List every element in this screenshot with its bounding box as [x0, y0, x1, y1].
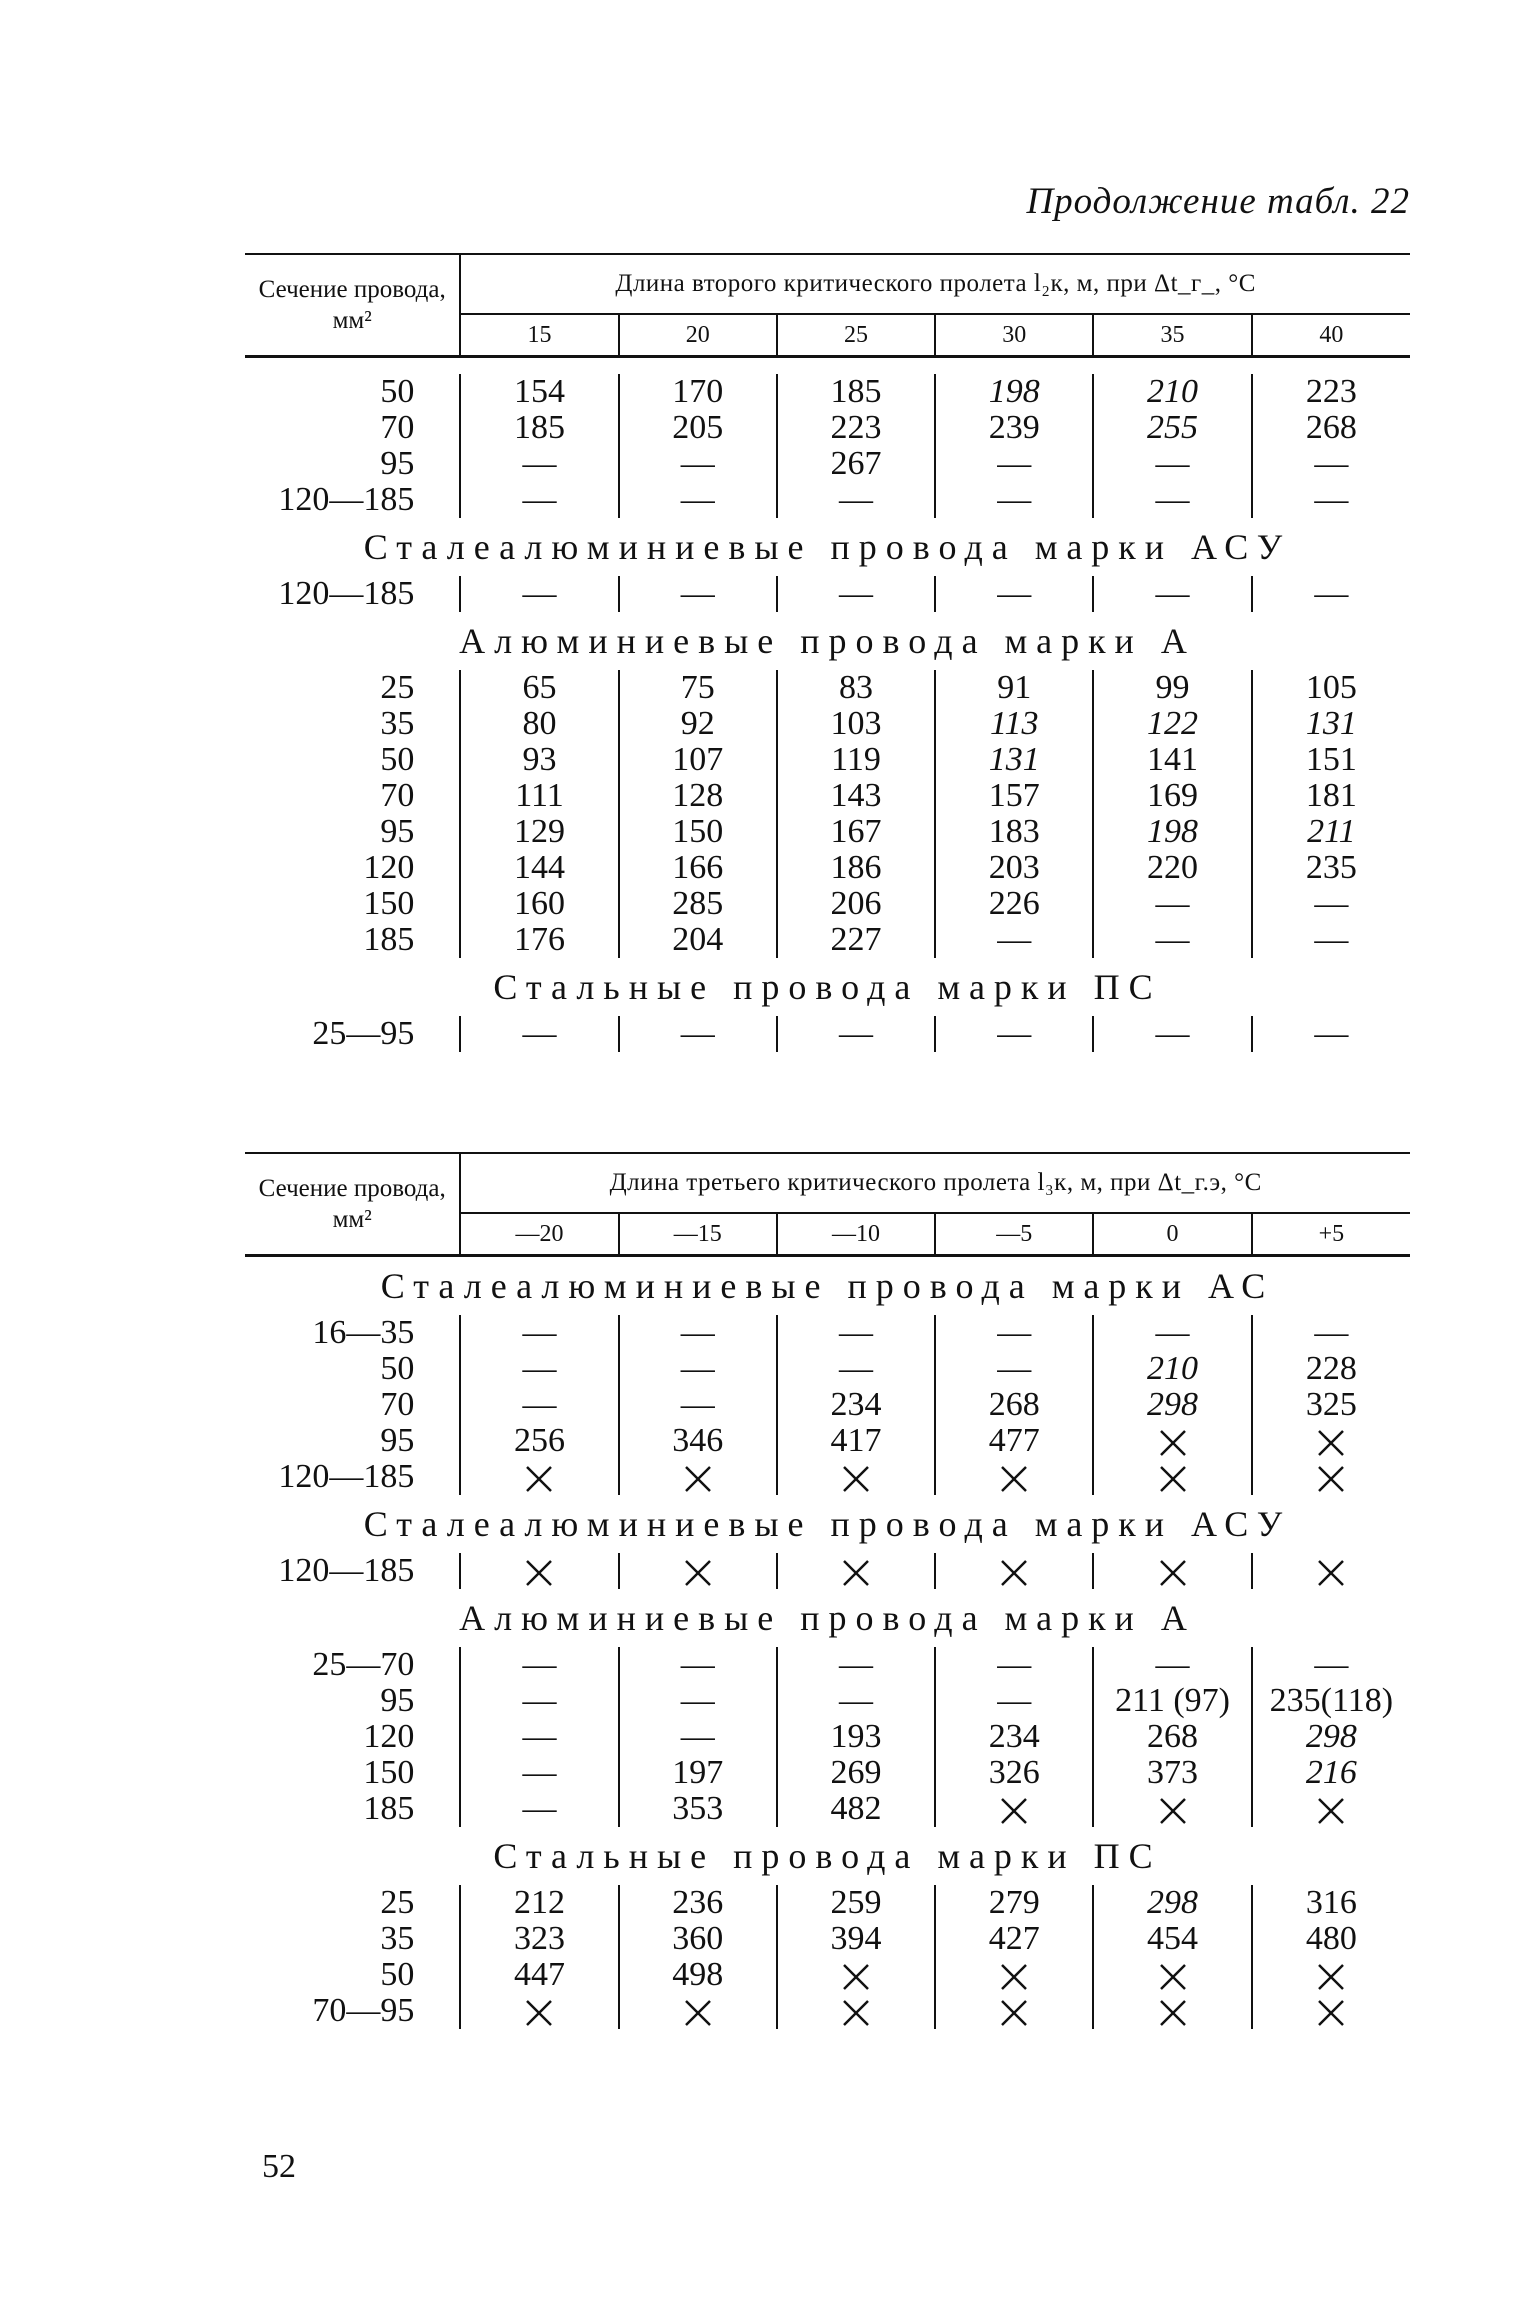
- table-cell: 75: [619, 670, 777, 706]
- table-cell: 353: [619, 1791, 777, 1827]
- page-header: Продолжение табл. 22: [1026, 181, 1410, 222]
- row-label: 185: [363, 1790, 415, 1827]
- group-heading-row: [245, 612, 1410, 670]
- column-header: 25: [777, 314, 935, 357]
- table-cell: —: [1252, 446, 1410, 482]
- row-label: 35: [380, 1920, 415, 1957]
- table-cell: 223: [1252, 374, 1410, 410]
- table-cell: 227: [777, 922, 935, 958]
- cross-icon: [683, 1558, 713, 1588]
- group-title: Сталеалюминиевые провода марки АСУ: [363, 527, 1292, 567]
- table-cell: 111: [460, 778, 618, 814]
- table-cell: —: [619, 1387, 777, 1423]
- table-cell: 447: [460, 1957, 618, 1993]
- table-cell: [935, 1553, 1093, 1589]
- cross-icon: [1158, 1558, 1188, 1588]
- table-row: [245, 742, 1410, 778]
- table-cell: 99: [1093, 670, 1251, 706]
- table-cell: [1093, 1957, 1251, 1993]
- group-title: Алюминиевые провода марки А: [459, 621, 1196, 661]
- table-row: [245, 1423, 1410, 1459]
- row-label: 50: [380, 373, 415, 410]
- table-cell: [460, 1993, 618, 2029]
- table-cell: —: [935, 922, 1093, 958]
- group-heading-row: [245, 1589, 1410, 1647]
- table-cell: 157: [935, 778, 1093, 814]
- table-cell: —: [777, 1315, 935, 1351]
- span-header: Длина второго критического пролета l₂к, м, при Δt_г_, °С: [460, 254, 1410, 314]
- table-cell: 176: [460, 922, 618, 958]
- table-cell: [935, 1459, 1093, 1495]
- table-cell: —: [1093, 1315, 1251, 1351]
- table-cell: 298: [1093, 1885, 1251, 1921]
- table-cell: 154: [460, 374, 618, 410]
- table-cell: 234: [777, 1387, 935, 1423]
- table-cell: 193: [777, 1719, 935, 1755]
- table-cell: 427: [935, 1921, 1093, 1957]
- table-row: [245, 814, 1410, 850]
- group-heading-row: [245, 1256, 1410, 1316]
- table-cell: [1093, 1993, 1251, 2029]
- table-cell: 93: [460, 742, 618, 778]
- table-cell: —: [1252, 1016, 1410, 1052]
- table-cell: 119: [777, 742, 935, 778]
- table-cell: —: [619, 446, 777, 482]
- row-label-header: Сечение провода, мм²: [245, 1153, 460, 1256]
- cross-icon: [841, 1998, 871, 2028]
- row-label: 120: [363, 849, 415, 886]
- table-row: [245, 922, 1410, 958]
- table-cell: 131: [1252, 706, 1410, 742]
- table-cell: —: [777, 576, 935, 612]
- table-cell: 210: [1093, 374, 1251, 410]
- table-cell: 220: [1093, 850, 1251, 886]
- row-label: 185: [363, 921, 415, 958]
- table-row: [245, 778, 1410, 814]
- table-cell: [1093, 1423, 1251, 1459]
- table-cell: 325: [1252, 1387, 1410, 1423]
- table-cell: —: [1093, 886, 1251, 922]
- table-cell: —: [1093, 576, 1251, 612]
- table-cell: 181: [1252, 778, 1410, 814]
- table-cell: [1252, 1553, 1410, 1589]
- row-label: 70: [380, 777, 415, 814]
- cross-icon: [1316, 1464, 1346, 1494]
- table-row: [245, 1957, 1410, 1993]
- table-cell: —: [619, 1683, 777, 1719]
- table-cell: 131: [935, 742, 1093, 778]
- table-cell: [777, 1993, 935, 2029]
- row-label: 150: [363, 1754, 415, 1791]
- table-row: [245, 1921, 1410, 1957]
- column-header: 0: [1093, 1213, 1251, 1256]
- table-row: [245, 1791, 1410, 1827]
- table-cell: —: [1093, 446, 1251, 482]
- table-cell: —: [619, 482, 777, 518]
- cross-icon: [1158, 1796, 1188, 1826]
- table-cell: 185: [777, 374, 935, 410]
- table-cell: 482: [777, 1791, 935, 1827]
- table-cell: 113: [935, 706, 1093, 742]
- group-heading-row: [245, 1827, 1410, 1885]
- table-cell: 160: [460, 886, 618, 922]
- table-cell: —: [777, 1016, 935, 1052]
- table-row: [245, 576, 1410, 612]
- table-cell: 228: [1252, 1351, 1410, 1387]
- table-cell: —: [1093, 482, 1251, 518]
- table-cell: [1093, 1553, 1251, 1589]
- table-cell: 360: [619, 1921, 777, 1957]
- table-cell: 185: [460, 410, 618, 446]
- row-label: 95: [380, 445, 415, 482]
- table-cell: —: [460, 1755, 618, 1791]
- table-cell: —: [935, 1351, 1093, 1387]
- table-cell: 198: [1093, 814, 1251, 850]
- column-header: 15: [460, 314, 618, 357]
- table-cell: —: [460, 1315, 618, 1351]
- cross-icon: [524, 1464, 554, 1494]
- table-cell: [1252, 1791, 1410, 1827]
- table-cell: [777, 1459, 935, 1495]
- table-cell: —: [1252, 1315, 1410, 1351]
- table-cell: 170: [619, 374, 777, 410]
- table-cell: 205: [619, 410, 777, 446]
- column-header: —20: [460, 1213, 618, 1256]
- table-cell: 141: [1093, 742, 1251, 778]
- column-header: 30: [935, 314, 1093, 357]
- table-cell: 203: [935, 850, 1093, 886]
- row-label: 95: [380, 1682, 415, 1719]
- table-cell: —: [1252, 576, 1410, 612]
- critical-span-table-second: [245, 253, 1410, 1052]
- table-cell: —: [1252, 1647, 1410, 1683]
- table-cell: 212: [460, 1885, 618, 1921]
- table-cell: 239: [935, 410, 1093, 446]
- cross-icon: [841, 1464, 871, 1494]
- row-label: 70: [380, 1386, 415, 1423]
- table-cell: [777, 1957, 935, 1993]
- row-label: 50: [380, 1350, 415, 1387]
- cross-icon: [524, 1558, 554, 1588]
- table-row: [245, 1016, 1410, 1052]
- cross-icon: [1158, 1998, 1188, 2028]
- cross-icon: [1316, 1796, 1346, 1826]
- table-cell: —: [460, 1016, 618, 1052]
- cross-icon: [1316, 1962, 1346, 1992]
- table-cell: 107: [619, 742, 777, 778]
- table-cell: 259: [777, 1885, 935, 1921]
- table-cell: —: [619, 1315, 777, 1351]
- table-cell: 143: [777, 778, 935, 814]
- group-title: Алюминиевые провода марки А: [459, 1598, 1196, 1638]
- table-cell: —: [935, 482, 1093, 518]
- table-cell: 223: [777, 410, 935, 446]
- cross-icon: [841, 1558, 871, 1588]
- table-cell: [1252, 1993, 1410, 2029]
- cross-icon: [999, 1962, 1029, 1992]
- cross-icon: [999, 1464, 1029, 1494]
- table-cell: —: [1093, 922, 1251, 958]
- table-cell: 103: [777, 706, 935, 742]
- cross-icon: [1316, 1998, 1346, 2028]
- table-cell: [1252, 1957, 1410, 1993]
- table-cell: —: [460, 1647, 618, 1683]
- table-cell: [935, 1993, 1093, 2029]
- table-row: [245, 1351, 1410, 1387]
- row-label: 95: [380, 813, 415, 850]
- table-row: [245, 1885, 1410, 1921]
- table-row: [245, 374, 1410, 410]
- table-row: [245, 886, 1410, 922]
- table-cell: 326: [935, 1755, 1093, 1791]
- row-label: 50: [380, 1956, 415, 1993]
- column-header: +5: [1252, 1213, 1410, 1256]
- table-cell: —: [460, 446, 618, 482]
- group-title: Стальные провода марки ПС: [493, 967, 1162, 1007]
- table-cell: 210: [1093, 1351, 1251, 1387]
- table-cell: 211 (97): [1093, 1683, 1251, 1719]
- table-cell: [1093, 1791, 1251, 1827]
- table-cell: —: [935, 1647, 1093, 1683]
- table-cell: [1093, 1459, 1251, 1495]
- table-cell: —: [460, 1683, 618, 1719]
- table-cell: 498: [619, 1957, 777, 1993]
- cross-icon: [999, 1796, 1029, 1826]
- table-row: [245, 1553, 1410, 1589]
- table-cell: —: [1252, 886, 1410, 922]
- table-cell: 235: [1252, 850, 1410, 886]
- span-header: Длина третьего критического пролета l₃к, м, при Δt_г.э, °С: [460, 1153, 1410, 1213]
- group-title: Стальные провода марки ПС: [493, 1836, 1162, 1876]
- table-cell: 285: [619, 886, 777, 922]
- table-cell: 235(118): [1252, 1683, 1410, 1719]
- table-cell: —: [619, 1647, 777, 1683]
- cross-icon: [1316, 1558, 1346, 1588]
- row-label: 120: [363, 1718, 415, 1755]
- table-cell: 268: [1093, 1719, 1251, 1755]
- table-cell: 267: [777, 446, 935, 482]
- group-heading-row: [245, 1495, 1410, 1553]
- row-label: 25: [380, 1884, 415, 1921]
- table-cell: 183: [935, 814, 1093, 850]
- table-cell: —: [777, 1351, 935, 1387]
- table-cell: 166: [619, 850, 777, 886]
- column-header: —15: [619, 1213, 777, 1256]
- group-title: Сталеалюминиевые провода марки АСУ: [363, 1504, 1292, 1544]
- table-cell: 268: [935, 1387, 1093, 1423]
- cross-icon: [524, 1998, 554, 2028]
- cross-icon: [999, 1558, 1029, 1588]
- column-header: —10: [777, 1213, 935, 1256]
- table-cell: —: [460, 1719, 618, 1755]
- table-cell: —: [777, 1647, 935, 1683]
- row-label: 95: [380, 1422, 415, 1459]
- table-cell: 206: [777, 886, 935, 922]
- table-cell: —: [1252, 482, 1410, 518]
- row-label: 35: [380, 705, 415, 742]
- row-label: 25—95: [312, 1015, 415, 1052]
- row-label: 120—185: [278, 575, 415, 612]
- table-row: [245, 670, 1410, 706]
- table-cell: 279: [935, 1885, 1093, 1921]
- cross-icon: [999, 1998, 1029, 2028]
- table-row: [245, 1755, 1410, 1791]
- table-cell: 129: [460, 814, 618, 850]
- table-cell: 169: [1093, 778, 1251, 814]
- spacer-row: [245, 357, 1410, 375]
- table-cell: —: [460, 576, 618, 612]
- group-heading-row: [245, 518, 1410, 576]
- table-cell: —: [460, 1791, 618, 1827]
- table-row: [245, 706, 1410, 742]
- table-cell: [619, 1993, 777, 2029]
- cross-icon: [1158, 1428, 1188, 1458]
- row-label-header: Сечение провода, мм²: [245, 254, 460, 357]
- table-cell: 316: [1252, 1885, 1410, 1921]
- table-cell: 144: [460, 850, 618, 886]
- table-cell: 150: [619, 814, 777, 850]
- row-label: 70—95: [312, 1992, 415, 2029]
- table-cell: 83: [777, 670, 935, 706]
- table-row: [245, 1315, 1410, 1351]
- table-row: [245, 1459, 1410, 1495]
- group-heading-row: [245, 958, 1410, 1016]
- table-cell: 269: [777, 1755, 935, 1791]
- table-row: [245, 1647, 1410, 1683]
- table-row: [245, 482, 1410, 518]
- table-cell: 122: [1093, 706, 1251, 742]
- cross-icon: [841, 1962, 871, 1992]
- table-cell: 128: [619, 778, 777, 814]
- table-cell: —: [1093, 1647, 1251, 1683]
- table-cell: 105: [1252, 670, 1410, 706]
- row-label: 120—185: [278, 1552, 415, 1589]
- table-cell: —: [619, 1351, 777, 1387]
- cross-icon: [1158, 1464, 1188, 1494]
- row-label: 120—185: [278, 481, 415, 518]
- table-cell: 323: [460, 1921, 618, 1957]
- table-cell: 394: [777, 1921, 935, 1957]
- table-cell: —: [777, 482, 935, 518]
- row-label: 120—185: [278, 1458, 415, 1495]
- table-cell: 234: [935, 1719, 1093, 1755]
- table-cell: —: [460, 482, 618, 518]
- table-cell: 298: [1093, 1387, 1251, 1423]
- row-label: 150: [363, 885, 415, 922]
- table-cell: 167: [777, 814, 935, 850]
- table-row: [245, 1719, 1410, 1755]
- table-cell: —: [935, 446, 1093, 482]
- group-title: Сталеалюминиевые провода марки АС: [380, 1266, 1275, 1306]
- table-cell: 151: [1252, 742, 1410, 778]
- table-cell: 211: [1252, 814, 1410, 850]
- cross-icon: [683, 1998, 713, 2028]
- table-body: [245, 1256, 1410, 2030]
- table-cell: 91: [935, 670, 1093, 706]
- table-cell: [460, 1459, 618, 1495]
- table-cell: —: [935, 1315, 1093, 1351]
- table-cell: [935, 1791, 1093, 1827]
- table-cell: 477: [935, 1423, 1093, 1459]
- table-cell: —: [619, 1719, 777, 1755]
- table-cell: [1252, 1423, 1410, 1459]
- table-cell: [619, 1459, 777, 1495]
- table-cell: 480: [1252, 1921, 1410, 1957]
- table-cell: [619, 1553, 777, 1589]
- table-cell: 256: [460, 1423, 618, 1459]
- table-cell: 226: [935, 886, 1093, 922]
- table-cell: [1252, 1459, 1410, 1495]
- column-header: 40: [1252, 314, 1410, 357]
- column-header: —5: [935, 1213, 1093, 1256]
- table-cell: —: [1252, 922, 1410, 958]
- critical-span-table-third: [245, 1152, 1410, 2029]
- row-label: 25—70: [312, 1646, 415, 1683]
- row-label: 25: [380, 669, 415, 706]
- table-row: [245, 850, 1410, 886]
- table-body: [245, 357, 1410, 1053]
- page-number: 52: [262, 2148, 296, 2185]
- table-row: [245, 1993, 1410, 2029]
- table-cell: 255: [1093, 410, 1251, 446]
- table-cell: —: [777, 1683, 935, 1719]
- cross-icon: [1316, 1428, 1346, 1458]
- cross-icon: [683, 1464, 713, 1494]
- row-label: 16—35: [312, 1314, 415, 1351]
- table-cell: [460, 1553, 618, 1589]
- table-cell: —: [619, 1016, 777, 1052]
- table-cell: 198: [935, 374, 1093, 410]
- table-cell: —: [619, 576, 777, 612]
- table-cell: —: [1093, 1016, 1251, 1052]
- table-row: [245, 446, 1410, 482]
- table-cell: 298: [1252, 1719, 1410, 1755]
- table-cell: 373: [1093, 1755, 1251, 1791]
- table-cell: [777, 1553, 935, 1589]
- table-cell: 92: [619, 706, 777, 742]
- table-cell: —: [935, 1683, 1093, 1719]
- table-cell: 268: [1252, 410, 1410, 446]
- table-row: [245, 1387, 1410, 1423]
- table-cell: 236: [619, 1885, 777, 1921]
- row-label: 70: [380, 409, 415, 446]
- table-cell: 216: [1252, 1755, 1410, 1791]
- table-cell: —: [460, 1387, 618, 1423]
- column-header: 35: [1093, 314, 1251, 357]
- table-cell: 186: [777, 850, 935, 886]
- table-cell: 204: [619, 922, 777, 958]
- table-cell: —: [935, 1016, 1093, 1052]
- table-cell: 80: [460, 706, 618, 742]
- table-cell: 197: [619, 1755, 777, 1791]
- cross-icon: [1158, 1962, 1188, 1992]
- table-cell: [935, 1957, 1093, 1993]
- table-cell: —: [460, 1351, 618, 1387]
- table-cell: 346: [619, 1423, 777, 1459]
- table-cell: 65: [460, 670, 618, 706]
- table-cell: —: [935, 576, 1093, 612]
- table-cell: 417: [777, 1423, 935, 1459]
- table-cell: 454: [1093, 1921, 1251, 1957]
- column-header: 20: [619, 314, 777, 357]
- row-label: 50: [380, 741, 415, 778]
- table-row: [245, 410, 1410, 446]
- table-row: [245, 1683, 1410, 1719]
